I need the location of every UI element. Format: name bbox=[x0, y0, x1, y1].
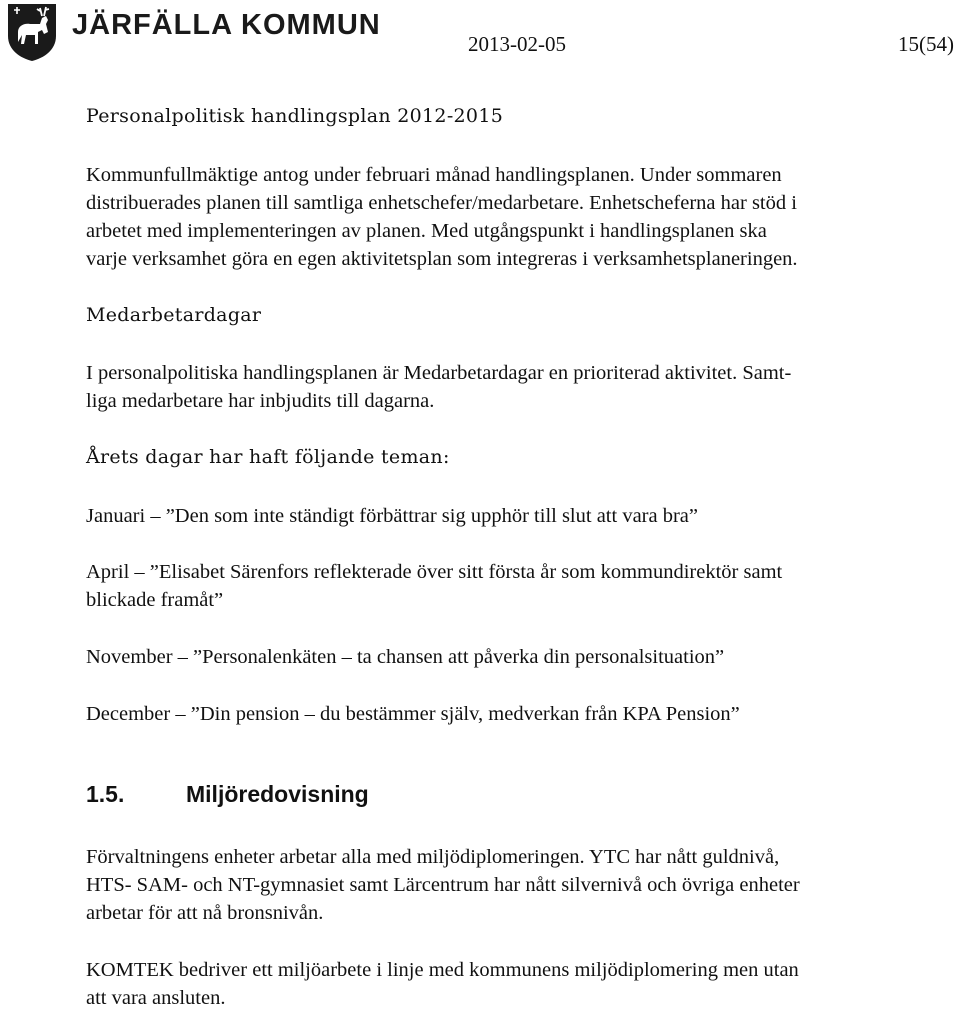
section-heading bbox=[86, 781, 369, 808]
section-title: Miljöredovisning bbox=[186, 781, 369, 807]
text-line: arbetar för att nå bronsnivån. bbox=[86, 902, 324, 924]
medarbetardagar-heading: Medarbetardagar bbox=[86, 304, 262, 326]
theme-januari: Januari – ”Den som inte ständigt förbättrar sig upphör till slut att vara bra” bbox=[86, 505, 698, 527]
plan-heading: Personalpolitisk handlingsplan 2012-2015 bbox=[86, 105, 504, 127]
miljo-paragraph-1 bbox=[86, 843, 952, 927]
text-line: KOMTEK bedriver ett miljöarbete i linje med kommunens miljödiplomering men utan bbox=[86, 959, 799, 981]
theme-december: December – ”Din pension – du bestämmer själv, medverkan från KPA Pension” bbox=[86, 703, 740, 725]
page-number: 15(54) bbox=[898, 32, 954, 56]
text-line: Kommunfullmäktige antog under februari månad handlingsplanen. Under sommaren bbox=[86, 164, 782, 186]
theme-november: November – ”Personalenkäten – ta chansen att påverka din personalsituation” bbox=[86, 646, 725, 668]
document-date: 2013-02-05 bbox=[468, 32, 566, 56]
page-header bbox=[0, 0, 960, 70]
text-line: blickade framåt” bbox=[86, 589, 224, 611]
theme-april bbox=[86, 558, 952, 614]
text-line: April – ”Elisabet Särenfors reflekterade över sitt första år som kommundirektör samt bbox=[86, 561, 783, 583]
plan-paragraph bbox=[86, 161, 952, 273]
medarbetardagar-paragraph bbox=[86, 359, 952, 415]
text-line: distribuerades planen till samtliga enhetschefer/medarbetare. Enhetscheferna har stöd i bbox=[86, 192, 797, 214]
text-line: att vara ansluten. bbox=[86, 987, 226, 1009]
logo-text: JÄRFÄLLA KOMMUN bbox=[72, 9, 381, 41]
text-line: I personalpolitiska handlingsplanen är Medarbetardagar en prioriterad aktivitet. Samt- bbox=[86, 362, 792, 384]
text-line: arbetet med implementeringen av planen. Med utgångspunkt i handlingsplanen ska bbox=[86, 220, 767, 242]
municipal-coat-of-arms-icon bbox=[4, 2, 60, 62]
miljo-paragraph-2 bbox=[86, 956, 952, 1012]
text-line: Förvaltningens enheter arbetar alla med miljödiplomeringen. YTC har nått guldnivå, bbox=[86, 846, 780, 868]
text-line: varje verksamhet göra en egen aktivitetsplan som integreras i verksamhetsplaneringen. bbox=[86, 248, 798, 270]
text-line: HTS- SAM- och NT-gymnasiet samt Lärcentrum har nått silvernivå och övriga enheter bbox=[86, 874, 800, 896]
text-line: liga medarbetare har inbjudits till dagarna. bbox=[86, 390, 435, 412]
section-number: 1.5. bbox=[86, 781, 125, 807]
themes-intro: Årets dagar har haft följande teman: bbox=[86, 446, 450, 468]
